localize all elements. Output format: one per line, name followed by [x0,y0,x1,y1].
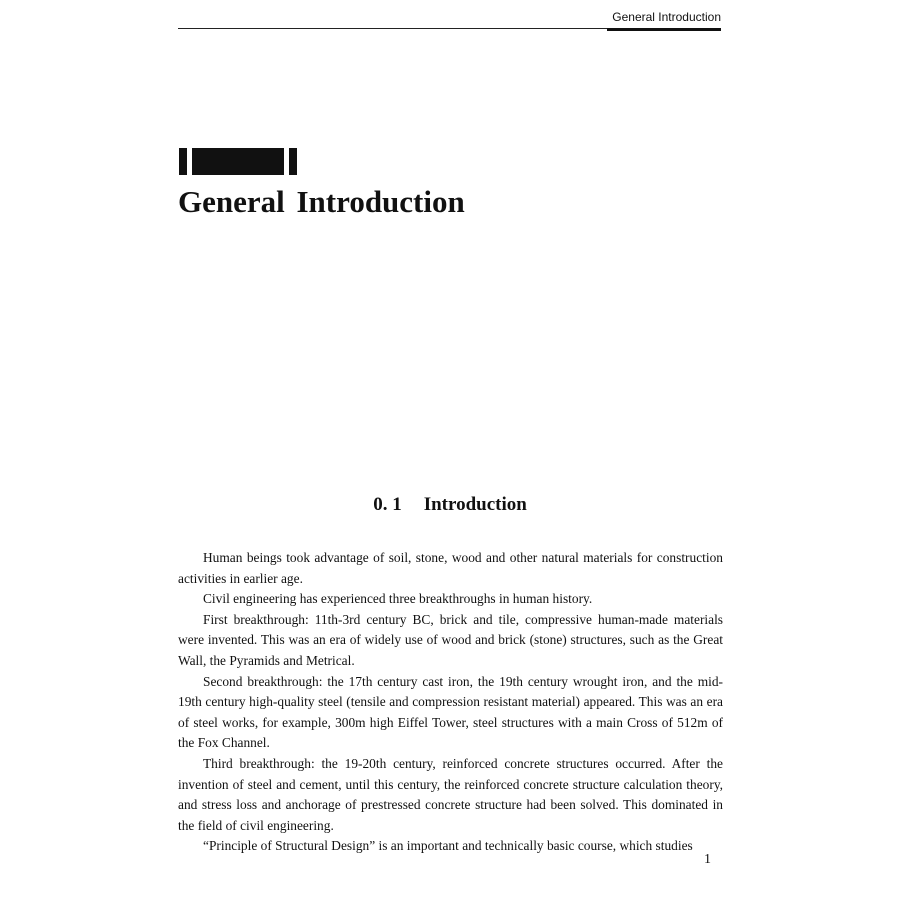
running-header [178,8,721,29]
chapter-mark-block [192,148,284,175]
chapter-title: General Introduction [178,184,465,219]
paragraph: Third breakthrough: the 19-20th century, reinforced concrete structures occurred. After the invention of steel and cement, until this century, the reinforced concrete structure calculation theory, and stress loss and anchorage of prestressed concrete structure had been solved. This dominated in the field of civil engineering. [178,755,723,833]
paragraph: “Principle of Structural Design” is an important and technically basic course, which studies [203,838,693,854]
paragraph: Second breakthrough: the 17th century cast iron, the 19th century wrought iron, and the mid-19th century high-quality steel (tensile and compression resistant material) appeared. This was an era of steel works, for example, 300m high Eiffel Tower, steel structures with a main Cross of 512m of the Fox Channel. [178,673,723,751]
chapter-mark-icon [179,148,297,175]
running-header-rule [607,28,721,31]
body-text [178,548,723,857]
page-number: 1 [704,852,711,867]
running-header-title: General Introduction [612,10,721,24]
paragraph: Civil engineering has experienced three breakthroughs in human history. [203,591,593,607]
paragraph: First breakthrough: 11th-3rd century BC, brick and tile, compressive human-made materials were invented. This was an era of widely use of wood and brick (stone) structures, such as the Great Wall, the Pyramids and Metrical. [178,611,723,668]
section-heading [0,494,900,516]
chapter-mark-right-bar [289,148,297,175]
paragraph: Human beings took advantage of soil, stone, wood and other natural materials for construction activities in earlier age. [178,550,723,586]
section-title: Introduction [423,494,527,515]
section-number: 0. 1 [373,494,402,515]
chapter-mark-left-bar [179,148,187,175]
